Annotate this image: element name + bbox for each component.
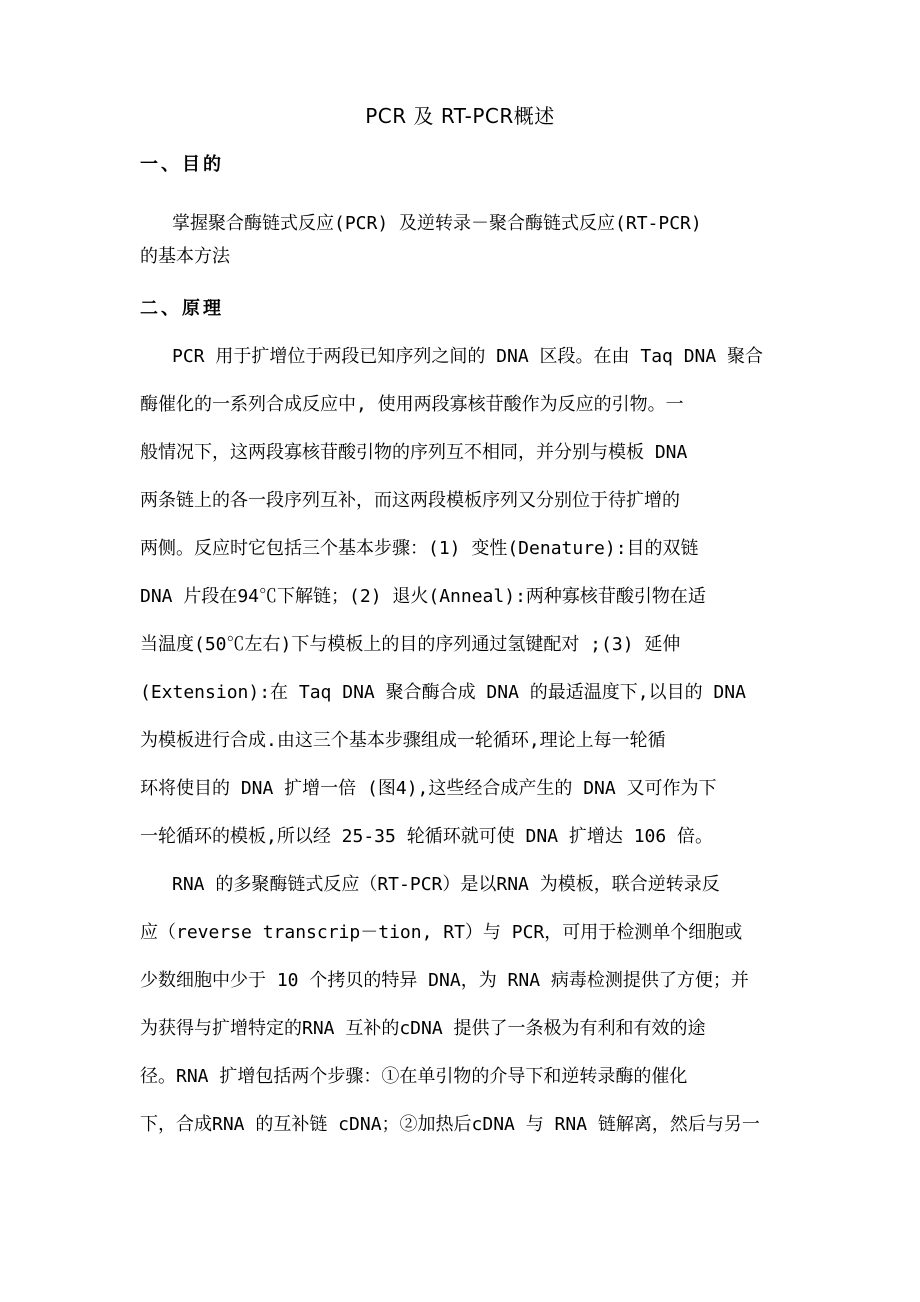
paragraph-line: 一轮循环的模板,所以经 25-35 轮循环就可使 DNA 扩增达 106 倍。: [140, 826, 714, 847]
paragraph-line: 径。RNA 扩增包括两个步骤：①在单引物的介导下和逆转录酶的催化: [140, 1066, 688, 1087]
paragraph-line: RNA 的多聚酶链式反应（RT-PCR）是以RNA 为模板，联合逆转录反: [172, 874, 720, 895]
paragraph-line: (Extension):在 Taq DNA 聚合酶合成 DNA 的最适温度下,以目的 DNA: [140, 682, 746, 703]
page-title: PCR 及 RT-PCR概述: [365, 104, 555, 128]
paragraph-line: 般情况下，这两段寡核苷酸引物的序列互不相同，并分别与模板 DNA: [140, 442, 688, 463]
paragraph-line: 少数细胞中少于 10 个拷贝的特异 DNA，为 RNA 病毒检测提供了方便；并: [140, 970, 749, 991]
paragraph-line: 的基本方法: [140, 246, 230, 267]
paragraph-line: 应（reverse transcrip－tion, RT）与 PCR，可用于检测单个细胞或: [140, 922, 743, 943]
section-heading-purpose: 一、目的: [140, 154, 224, 175]
paragraph-line: PCR 用于扩增位于两段已知序列之间的 DNA 区段。在由 Taq DNA 聚合: [172, 346, 764, 367]
paragraph-line: 酶催化的一系列合成反应中, 使用两段寡核苷酸作为反应的引物。一: [140, 394, 684, 415]
paragraph-line: 当温度(50℃左右)下与模板上的目的序列通过氢键配对 ;(3) 延伸: [140, 634, 681, 655]
paragraph-line: 环将使目的 DNA 扩增一倍 (图4),这些经合成产生的 DNA 又可作为下: [140, 778, 717, 799]
paragraph-line: 两侧。反应时它包括三个基本步骤：(1) 变性(Denature):目的双链: [140, 538, 699, 559]
paragraph-line: 为模板进行合成.由这三个基本步骤组成一轮循环,理论上每一轮循: [140, 730, 666, 751]
section-heading-principle: 二、原理: [140, 298, 224, 319]
paragraph-line: 掌握聚合酶链式反应(PCR) 及逆转录－聚合酶链式反应(RT-PCR): [172, 213, 702, 234]
paragraph-line: 为获得与扩增特定的RNA 互补的cDNA 提供了一条极为有利和有效的途: [140, 1018, 706, 1039]
paragraph-line: 两条链上的各一段序列互补，而这两段模板序列又分别位于待扩增的: [140, 490, 680, 511]
paragraph-line: 下，合成RNA 的互补链 cDNA；②加热后cDNA 与 RNA 链解离，然后与另一: [140, 1114, 760, 1135]
paragraph-line: DNA 片段在94℃下解链；(2) 退火(Anneal):两种寡核苷酸引物在适: [140, 586, 706, 607]
